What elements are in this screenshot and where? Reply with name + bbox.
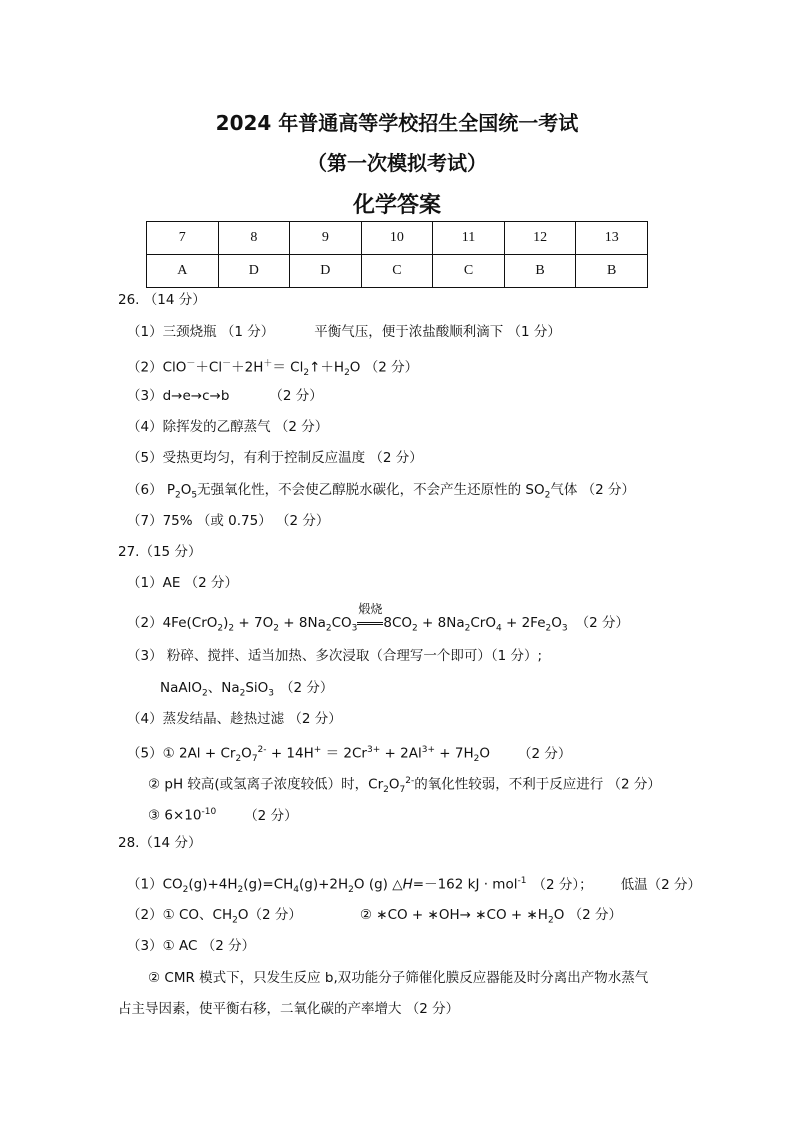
q26-answer-7: （7）75% （或 0.75） （2 分） [127, 513, 330, 529]
text: (g)+4H [188, 876, 238, 893]
text: ③ 6×10 [148, 807, 202, 824]
subscript: 2 [325, 623, 332, 634]
charge: 2- [257, 745, 267, 755]
subscript: 2 [273, 623, 279, 634]
text: + 2Fe [501, 615, 546, 631]
exponent: -1 [517, 876, 527, 886]
text: 的氧化性较弱，不利于反应进行 （2 分） [414, 776, 661, 793]
answer-choice: C [361, 255, 433, 288]
text: CO [331, 615, 352, 631]
answer-choice: D [218, 255, 290, 288]
question-number: 8 [218, 222, 290, 255]
subscript: 2 [344, 368, 350, 379]
charge: 3+ [366, 745, 381, 755]
text: O [388, 776, 400, 793]
question-number: 9 [290, 222, 362, 255]
text: + 14H [266, 745, 314, 762]
question-number: 11 [433, 222, 505, 255]
calcination-arrow [357, 602, 383, 633]
text: ＋Cl [195, 359, 223, 376]
q28-answer-2 [127, 905, 622, 931]
text: （1）CO [127, 876, 183, 893]
answer-table-numbers-row [147, 222, 648, 255]
text: O [479, 745, 491, 762]
question-number: 10 [361, 222, 433, 255]
subscript: 7 [251, 754, 258, 765]
text: 气体 （2 分） [550, 482, 636, 498]
subscript: 5 [191, 490, 198, 501]
text: + 7O [234, 615, 274, 631]
text: （6） P [127, 482, 176, 498]
q26-answer-3 [127, 386, 323, 406]
q28-answer-3c: 占主导因素，使平衡右移，二氧化碳的产率增大 （2 分） [118, 1001, 460, 1017]
text: （2 分）； [532, 876, 593, 893]
q26-answer-5: （5）受热更均匀，有利于控制反应温度 （2 分） [127, 450, 423, 466]
subscript: 3 [268, 688, 275, 699]
subscript: 2 [239, 688, 246, 699]
text: O [180, 482, 192, 498]
charge: + [313, 745, 322, 755]
q26-a1-part2: 平衡气压，便于浓盐酸顺利滴下 （1 分） [314, 324, 561, 340]
q26-title: 26. （14 分） [118, 292, 206, 308]
charge: 2- [405, 776, 415, 786]
subscript: 2 [348, 885, 354, 896]
subscript: 7 [399, 785, 406, 796]
text: O（2 分） [237, 907, 302, 923]
text: ＋2H [231, 359, 264, 376]
subscript: 2 [547, 915, 554, 926]
subscript: 2 [464, 623, 471, 634]
q28-title: 28.（14 分） [118, 835, 202, 851]
q27-answer-1: （1）AE （2 分） [127, 575, 239, 591]
answer-choice: B [504, 255, 576, 288]
subscript: 2 [237, 885, 244, 896]
text: O [551, 615, 562, 631]
question-number: 13 [576, 222, 648, 255]
subscript: 2 [235, 754, 242, 765]
text: （2 分） [280, 680, 334, 696]
text: O [241, 745, 252, 762]
text: ② ∗CO + ∗OH→ ∗CO + ∗H [359, 907, 548, 923]
answer-choice: D [290, 255, 362, 288]
text: 无强氧化性，不会使乙醇脱水碳化，不会产生还原性的 SO [197, 482, 545, 498]
question-number: 7 [147, 222, 219, 255]
text: ＝ Cl [272, 359, 304, 376]
double-line-icon [357, 622, 383, 625]
q28-answer-3: （3）① AC （2 分） [127, 938, 256, 954]
subscript: 4 [293, 885, 300, 896]
reaction-condition: 煅烧 [358, 602, 383, 616]
text: (g)=CH [243, 876, 294, 893]
text: + 7H [435, 745, 474, 762]
q27-answer-3: （3） 粉碎、搅拌、适当加热、多次浸取（合理写一个即可）（1 分）; [127, 648, 543, 664]
text: + 8Na [278, 615, 326, 631]
text: CrO [470, 615, 496, 631]
subscript: 2 [383, 785, 389, 796]
answer-table-answers-row [147, 255, 648, 288]
q27-answer-5b [148, 771, 661, 800]
text: SiO [245, 680, 269, 696]
q26-answer-4: （4）除挥发的乙醇蒸气 （2 分） [127, 419, 329, 435]
q26-answer-2 [127, 354, 418, 383]
subscript: 2 [473, 754, 480, 765]
text: （5）① 2Al + Cr [127, 745, 236, 762]
q26-answer-1 [127, 322, 561, 342]
subscript: 2 [175, 490, 181, 501]
subscript: 2 [232, 915, 238, 926]
text: （2）4Fe(CrO [127, 615, 218, 631]
text: ② pH 较高(或氢离子浓度较低）时，Cr [148, 776, 384, 793]
text: O （2 分） [553, 907, 622, 923]
text: （2 分） [269, 388, 323, 404]
text: NaAlO [160, 680, 202, 696]
q27-answer-5c [148, 802, 298, 826]
q27-answer-4: （4）蒸发结晶、趁热过滤 （2 分） [127, 711, 342, 727]
exponent: -10 [201, 807, 217, 817]
subscript: 3 [351, 623, 358, 634]
text: O （2 分） [349, 359, 419, 376]
subscript: 2 [217, 623, 224, 634]
text: （3）d→e→c→b [127, 388, 230, 404]
exam-subtitle: （第一次模拟考试） [307, 151, 487, 175]
text: ↑＋H [309, 359, 345, 376]
q27-answer-2 [127, 602, 630, 639]
subscript: 2 [228, 623, 235, 634]
q27-answer-3b [160, 678, 333, 704]
answer-table [146, 221, 648, 288]
q28-answer-3b: ② CMR 模式下，只发生反应 b,双功能分子筛催化膜反应器能及时分离出产物水蒸气 [148, 970, 649, 986]
text: （2）ClO [127, 359, 187, 376]
charge: － [222, 359, 232, 369]
answer-choice: C [433, 255, 505, 288]
text: 8CO [383, 615, 413, 631]
text: ) [223, 615, 229, 631]
text: （2 分） [244, 807, 298, 824]
answer-choice: B [576, 255, 648, 288]
subscript: 2 [201, 688, 208, 699]
question-number: 12 [504, 222, 576, 255]
answer-choice: A [147, 255, 219, 288]
subscript: 2 [545, 623, 552, 634]
text: + 2Al [380, 745, 422, 762]
text: =－162 kJ · mol [412, 876, 518, 893]
text: (g)+2H [299, 876, 349, 893]
charge: － [186, 359, 196, 369]
enthalpy-symbol: H [402, 876, 413, 893]
subscript: 3 [561, 623, 568, 634]
text: O (g) △ [353, 876, 403, 893]
text: 低温（2 分） [620, 876, 701, 893]
q26-a1-part1: （1）三颈烧瓶 （1 分） [127, 324, 275, 340]
subscript: 2 [182, 885, 189, 896]
charge: ＋ [263, 359, 273, 369]
exam-title: 2024 年普通高等学校招生全国统一考试 [215, 111, 579, 135]
text: ＝ 2Cr [321, 745, 367, 762]
answer-title: 化学答案 [352, 193, 441, 218]
q27-answer-5 [127, 740, 571, 769]
text: （2 分） [575, 615, 630, 631]
text: 、Na [207, 680, 240, 696]
text: （2 分） [518, 745, 572, 762]
subscript: 4 [495, 623, 502, 634]
subscript: 2 [303, 368, 310, 379]
q26-answer-6 [127, 480, 635, 506]
text: （2）① CO、CH [127, 907, 233, 923]
subscript: 2 [544, 490, 551, 501]
subscript: 2 [412, 623, 418, 634]
q28-answer-1 [127, 871, 701, 900]
charge: 3+ [421, 745, 436, 755]
q27-title: 27.（15 分） [118, 544, 202, 560]
text: + 8Na [417, 615, 465, 631]
